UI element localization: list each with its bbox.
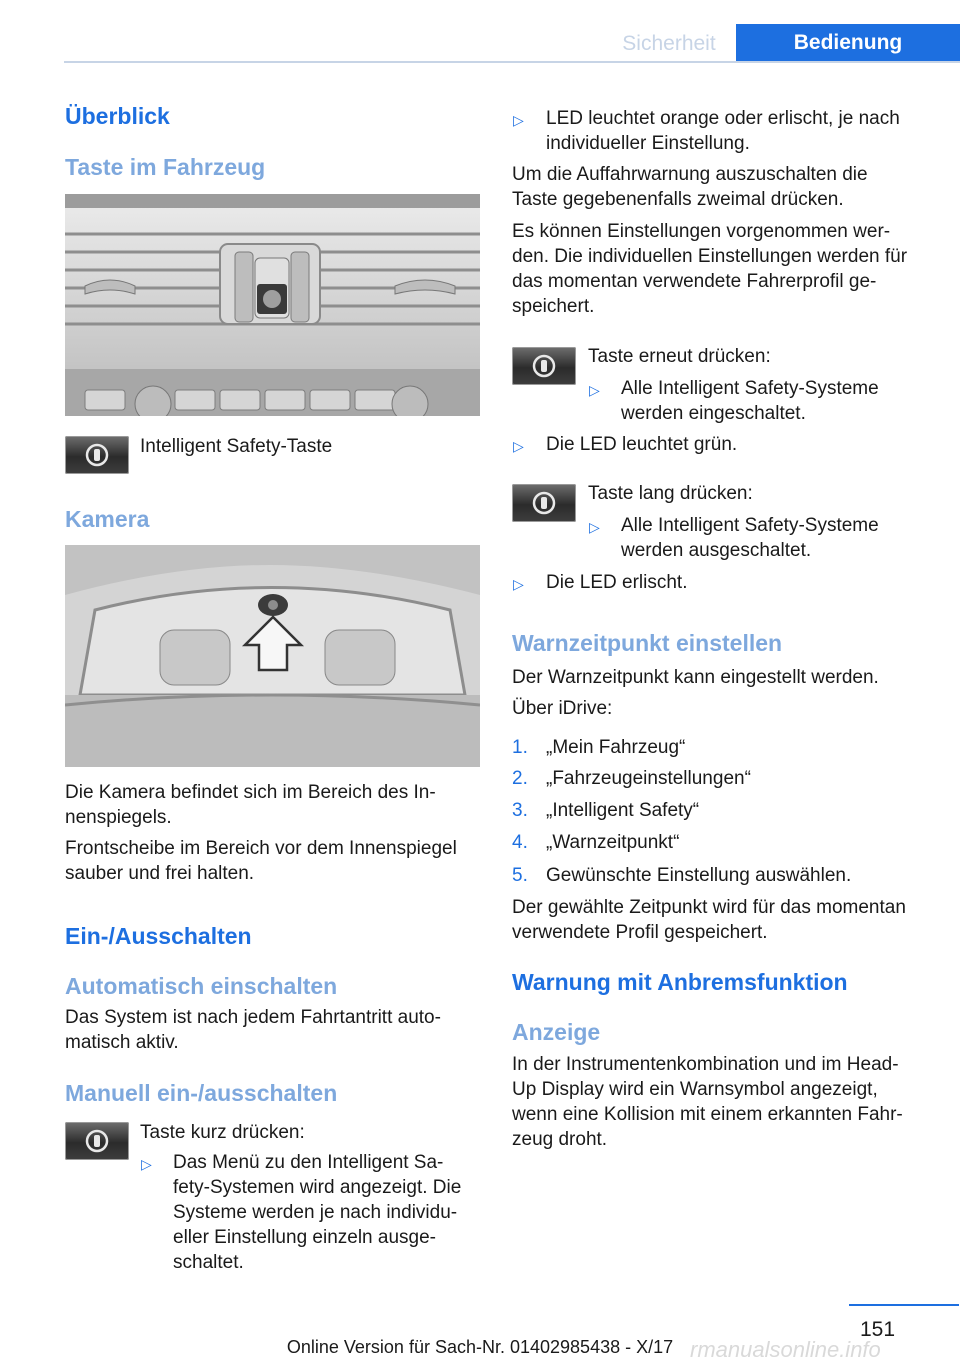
heading-warning-time: Warnzeitpunkt einstellen xyxy=(512,630,783,656)
again-item-line-1: Alle Intelligent Safety-Systeme xyxy=(621,378,879,399)
settings-line-1: Es können Einstellungen vorgenommen wer‐ xyxy=(512,221,891,242)
online-version-note: Online Version für Sach-Nr. 01402985438 - X/17 xyxy=(286,1337,674,1357)
auto-line-1: Das System ist nach jedem Fahrtantritt auto‐ xyxy=(65,1007,441,1028)
saved-line-1: Der gewählte Zeitpunkt wird für das momentan xyxy=(512,897,906,918)
console-illustration xyxy=(65,194,480,416)
heading-brake-warning: Warnung mit Anbremsfunktion xyxy=(512,969,848,995)
triangle-bullet-icon: ▷ xyxy=(589,519,600,535)
idrive-label: Über iDrive: xyxy=(512,698,613,719)
triangle-bullet-icon: ▷ xyxy=(513,112,524,128)
step-text: „Intelligent Safety“ xyxy=(546,800,700,821)
step-number: 3. xyxy=(512,800,528,821)
page-number: 151 xyxy=(860,1318,896,1341)
settings-line-3: das momentan verwendete Fahrerprofil ge‐ xyxy=(512,271,877,292)
auto-line-2: matisch aktiv. xyxy=(65,1032,179,1053)
heading-camera: Kamera xyxy=(65,506,150,532)
step-number: 2. xyxy=(512,768,528,789)
again-item-line-2: werden eingeschaltet. xyxy=(621,403,806,424)
intelligent-safety-button-icon xyxy=(512,347,576,385)
heading-overview: Überblick xyxy=(65,103,170,129)
intelligent-safety-button-icon xyxy=(65,436,129,474)
heading-auto-on: Automatisch einschalten xyxy=(65,973,338,999)
tab-sicherheit[interactable]: Sicherheit xyxy=(622,32,716,55)
step-text: „Warnzeitpunkt“ xyxy=(546,832,680,853)
triangle-bullet-icon: ▷ xyxy=(589,382,600,398)
long-item-line-2: werden ausgeschaltet. xyxy=(621,540,812,561)
step-text: Gewünschte Einstellung auswählen. xyxy=(546,865,852,886)
step-text: „Fahrzeugeinstellungen“ xyxy=(546,768,751,789)
display-line-2: Up Display wird ein Warnsymbol angezeigt, xyxy=(512,1079,878,1100)
watermark: rmanualsonline.info xyxy=(690,1337,881,1362)
intelligent-safety-button-icon xyxy=(65,1122,129,1160)
button-caption: Intelligent Safety-Taste xyxy=(140,436,333,457)
settings-line-2: den. Die individuellen Einstellungen werden für xyxy=(512,246,908,267)
intelligent-safety-button-icon xyxy=(512,484,576,522)
warning-time-paragraph: Der Warnzeitpunkt kann eingestellt werden. xyxy=(512,667,879,688)
short-item-line-3: Systeme werden je nach individu‐ xyxy=(173,1202,458,1223)
tab-bedienung[interactable]: Bedienung xyxy=(736,24,960,62)
led-green-item: Die LED leuchtet grün. xyxy=(546,434,738,455)
short-item-line-5: schaltet. xyxy=(173,1252,244,1273)
step-number: 1. xyxy=(512,737,528,758)
triangle-bullet-icon: ▷ xyxy=(141,1156,152,1172)
camera-illustration xyxy=(65,545,480,767)
long-press-label: Taste lang drücken: xyxy=(588,483,753,504)
switch-off-line-1: Um die Auffahrwarnung auszuschalten die xyxy=(512,164,868,185)
led-orange-line-2: individueller Einstellung. xyxy=(546,133,750,154)
step-number: 4. xyxy=(512,832,528,853)
switch-off-line-2: Taste gegebenenfalls zweimal drücken. xyxy=(512,189,844,210)
step-text: „Mein Fahrzeug“ xyxy=(546,737,686,758)
short-press-label: Taste kurz drücken: xyxy=(140,1122,305,1143)
short-item-line-2: fety-Systemen wird angezeigt. Die xyxy=(173,1177,462,1198)
display-line-1: In der Instrumentenkombination und im Head- xyxy=(512,1054,899,1075)
triangle-bullet-icon: ▷ xyxy=(513,576,524,592)
led-off-item: Die LED erlischt. xyxy=(546,572,688,593)
heading-display: Anzeige xyxy=(512,1019,601,1045)
heading-button-in-vehicle: Taste im Fahrzeug xyxy=(65,154,266,180)
footer-divider xyxy=(849,1304,959,1306)
camera-paragraph-2-line-1: Frontscheibe im Bereich vor dem Innenspiegel xyxy=(65,838,457,859)
triangle-bullet-icon: ▷ xyxy=(513,438,524,454)
led-orange-line-1: LED leuchtet orange oder erlischt, je nach xyxy=(546,108,900,129)
saved-line-2: verwendete Profil gespeichert. xyxy=(512,922,768,943)
display-line-3: wenn eine Kollision mit einem erkannten Fahr‐ xyxy=(512,1104,903,1125)
press-again-label: Taste erneut drücken: xyxy=(588,346,771,367)
camera-paragraph-2-line-2: sauber und frei halten. xyxy=(65,863,255,884)
camera-paragraph-1-line-1: Die Kamera befindet sich im Bereich des In‐ xyxy=(65,782,436,803)
heading-manual-on-off: Manuell ein-/ausschalten xyxy=(65,1080,338,1106)
header-divider xyxy=(64,61,960,63)
display-line-4: zeug droht. xyxy=(512,1129,608,1150)
settings-line-4: speichert. xyxy=(512,296,595,317)
camera-paragraph-1-line-2: nenspiegels. xyxy=(65,807,172,828)
long-item-line-1: Alle Intelligent Safety-Systeme xyxy=(621,515,879,536)
short-item-line-1: Das Menü zu den Intelligent Sa‐ xyxy=(173,1152,444,1173)
step-number: 5. xyxy=(512,865,528,886)
short-item-line-4: eller Einstellung einzeln ausge‐ xyxy=(173,1227,436,1248)
heading-on-off: Ein-/Ausschalten xyxy=(65,923,252,949)
